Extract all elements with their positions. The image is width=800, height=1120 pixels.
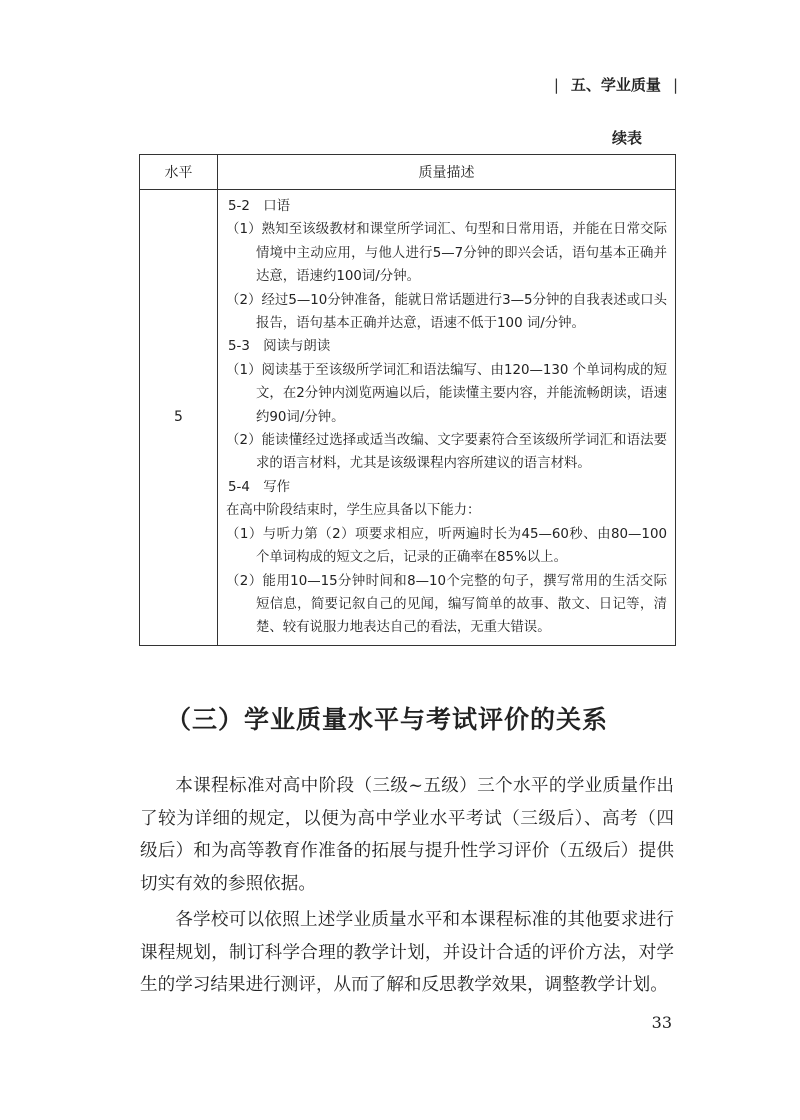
running-header xyxy=(554,74,678,95)
paragraph: 本课程标准对高中阶段（三级~五级）三个水平的学业质量作出了较为详细的规定，以便为高中学业水平考试（三级后）、高考（四级后）和为高等教育作准备的拓展与提升性学习评价（五级后）提供切实有效的参照依据。 xyxy=(140,776,674,894)
column-header-description: 质量描述 xyxy=(218,155,676,190)
level-cell: 5 xyxy=(140,190,218,646)
header-divider-left: | xyxy=(553,75,559,94)
header-section-title: 五、学业质量 xyxy=(570,76,661,94)
subsection-heading: 5-4 写作 xyxy=(228,479,291,495)
body-text xyxy=(140,770,674,1006)
list-item: （1）熟知至该级教材和课堂所学词汇、句型和日常用语，并能在日常交际情境中主动应用，与他人进行5—7分钟的即兴会话，语句基本正确并达意，语速约100词/分钟。 xyxy=(226,222,667,285)
table-continued-caption: 续表 xyxy=(611,129,642,147)
header-divider-right: | xyxy=(672,75,678,94)
quality-table xyxy=(139,154,676,646)
list-item: （1）阅读基于至该级所学词汇和语法编写、由120—130 个单词构成的短文，在2分钟内浏览两遍以后，能读懂主要内容，并能流畅朗读，语速约90词/分钟。 xyxy=(226,362,667,425)
page-number: 33 xyxy=(651,1013,672,1032)
list-item: （1）与听力第（2）项要求相应，听两遍时长为45—60秒、由80—100个单词构成的短文之后，记录的正确率在85%以上。 xyxy=(226,526,667,566)
table-row xyxy=(140,190,676,646)
column-header-level: 水平 xyxy=(140,155,218,190)
subsection-heading: 5-2 口语 xyxy=(228,199,291,214)
list-item: （2）经过5—10分钟准备，能就日常话题进行3—5分钟的自我表述或口头报告，语句基本正确并达意，语速不低于100 词/分钟。 xyxy=(226,292,667,332)
section-heading: （三）学业质量水平与考试评价的关系 xyxy=(166,705,609,734)
paragraph: 各学校可以依照上述学业质量水平和本课程标准的其他要求进行课程规划，制订科学合理的教学计划，并设计合适的评价方法，对学生的学习结果进行测评，从而了解和反思教学效果，调整教学计划。 xyxy=(140,910,674,995)
list-item: （2）能读懂经过选择或适当改编、文字要素符合至该级所学词汇和语法要求的语言材料，尤其是该级课程内容所建议的语言材料。 xyxy=(226,433,667,472)
list-item: （2）能用10—15分钟时间和8—10个完整的句子，撰写常用的生活交际短信息，简要记叙自己的见闻，编写简单的故事、散文、日记等，清楚、较有说服力地表达自己的看法，无重大错误。 xyxy=(226,573,667,636)
description-cell xyxy=(218,190,676,646)
subsection-heading: 5-3 阅读与朗读 xyxy=(228,339,331,355)
intro-line: 在高中阶段结束时，学生应具备以下能力： xyxy=(226,503,481,519)
table-header-row xyxy=(140,155,676,190)
